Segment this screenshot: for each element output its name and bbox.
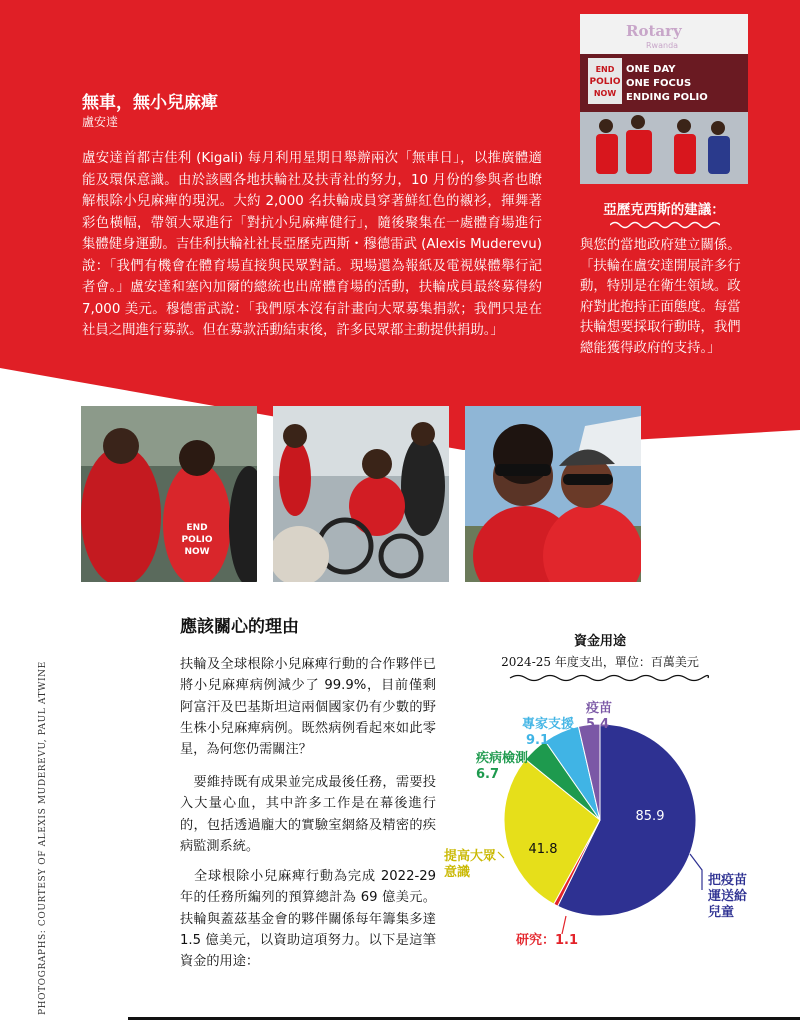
pie-label: 提高大眾 xyxy=(444,849,497,864)
pie-label: 意識 xyxy=(444,865,471,880)
why-paragraph-1: 扶輪及全球根除小兒麻痺行動的合作夥伴已將小兒麻痺病例減少了 99.9%，目前僅剩阿富汗及巴基斯坦這兩個國家仍有少數的野生株小兒麻痺病例。既然病例看起來如此零星，為何您仍需關注？ xyxy=(180,657,436,758)
sidebar-heading: 亞歷克西斯的建議： xyxy=(603,202,725,218)
wave-divider xyxy=(610,220,720,230)
story-location: 盧安達 xyxy=(82,115,119,129)
pie-value: 1.1 xyxy=(555,933,579,948)
leader-line-delivery xyxy=(690,854,702,890)
pie-label: 疫苗 xyxy=(586,701,613,716)
funding-pie-chart xyxy=(440,672,790,957)
pie-label: 研究：1.1 xyxy=(516,933,579,948)
logo-line-3: NOW xyxy=(593,89,617,98)
story-body: 盧安達首都吉佳利 (Kigali) 每月利用星期日舉辦兩次「無車日」，以推廣體適能及環保意識。由於該國各地扶輪社及扶青社的努力，10 月份的參與者也瞭解根除小兒麻痺的現況。大約 2,000 名扶輪成員穿著鮮紅色的襯衫，揮舞著彩色橫幅，帶領大眾進行「對抗小兒麻痺健行」，隨後聚集在一處體育場進行集體健身運動。吉佳利扶輪社社長亞歷克西斯・穆德雷武 (Alexis Muderevu) 說：「我們有機會在體育場直接與民眾對話。現場還為報紙及電視媒體舉行記者會。」盧安達和塞內加爾的總統也出席體育場的活動，扶輪成員最終募得約 7,000 美元。穆德雷武說：「我們原本沒有計畫向大眾募集捐款；我們只是在社員之間進行募款。但在募款活動結束後，許多民眾都主動提供捐助。」 xyxy=(82,151,542,338)
pie-label: 運送給 xyxy=(708,889,748,904)
leader-line-awareness xyxy=(498,852,504,858)
chart-wave-divider xyxy=(510,676,708,681)
story-title: 無車，無小兒麻痺 xyxy=(82,93,218,113)
why-paragraph-3: 全球根除小兒麻痺行動為完成 2022-29 年的任務所編列的預算總計為 69 億美元。扶輪與蓋茲基金會的夥伴關係每年籌集多達 1.5 億美元，以資助這項努力。以下是這筆資金的用途： xyxy=(180,869,436,970)
pie-label: 專家支援 xyxy=(522,717,575,732)
slogan-line-3: ENDING POLIO xyxy=(626,92,708,103)
chart-title: 資金用途 xyxy=(573,634,626,649)
rally-stage-photo xyxy=(580,14,748,184)
shirt-text-2: POLIO xyxy=(181,535,213,545)
pie-value: 85.9 xyxy=(635,809,665,824)
pie-label: 疾病檢測 xyxy=(476,751,529,766)
bottom-rule xyxy=(128,1017,800,1020)
why-title: 應該關心的理由 xyxy=(180,617,299,637)
shirt-text-3: NOW xyxy=(184,547,210,557)
banner-org: Rotary xyxy=(626,22,682,40)
pie-label: 兒童 xyxy=(708,905,735,920)
pie-label: 把疫苗 xyxy=(708,873,748,888)
sidebar-body: 與您的當地政府建立關係。「扶輪在盧安達開展許多行動，特別是在衛生領域。政府對此抱持正面態度。每當扶輪想要採取行動時，我們總能獲得政府的支持。」 xyxy=(580,238,741,356)
slogan-line-2: ONE FOCUS xyxy=(626,78,692,89)
pie-value: 6.7 xyxy=(476,767,500,782)
pie-value: 41.8 xyxy=(528,842,558,857)
logo-line-2: POLIO xyxy=(589,77,621,87)
logo-line-1: END xyxy=(595,65,615,74)
pie-value: 9.1 xyxy=(526,733,550,748)
shirt-text-1: END xyxy=(186,523,208,533)
dancers-photo xyxy=(81,406,257,582)
banner-country: Rwanda xyxy=(646,41,679,50)
why-paragraph-2: 要維持既有成果並完成最後任務，需要投入大量心血，其中許多工作是在幕後進行的，包括透過龐大的實驗室網絡及精密的疾病監測系統。 xyxy=(180,775,436,854)
pie-value: 5.4 xyxy=(586,717,610,732)
leader-line-research xyxy=(562,916,566,934)
selfie-photo xyxy=(465,406,641,582)
slogan-line-1: ONE DAY xyxy=(626,64,676,75)
wheelchair-photo xyxy=(273,406,449,582)
photo-credit: PHOTOGRAPHS: COURTESY OF ALEXIS MUDEREVU, PAUL ATWINE xyxy=(38,661,48,1015)
chart-subtitle: 2024-25 年度支出，單位：百萬美元 xyxy=(501,655,699,669)
